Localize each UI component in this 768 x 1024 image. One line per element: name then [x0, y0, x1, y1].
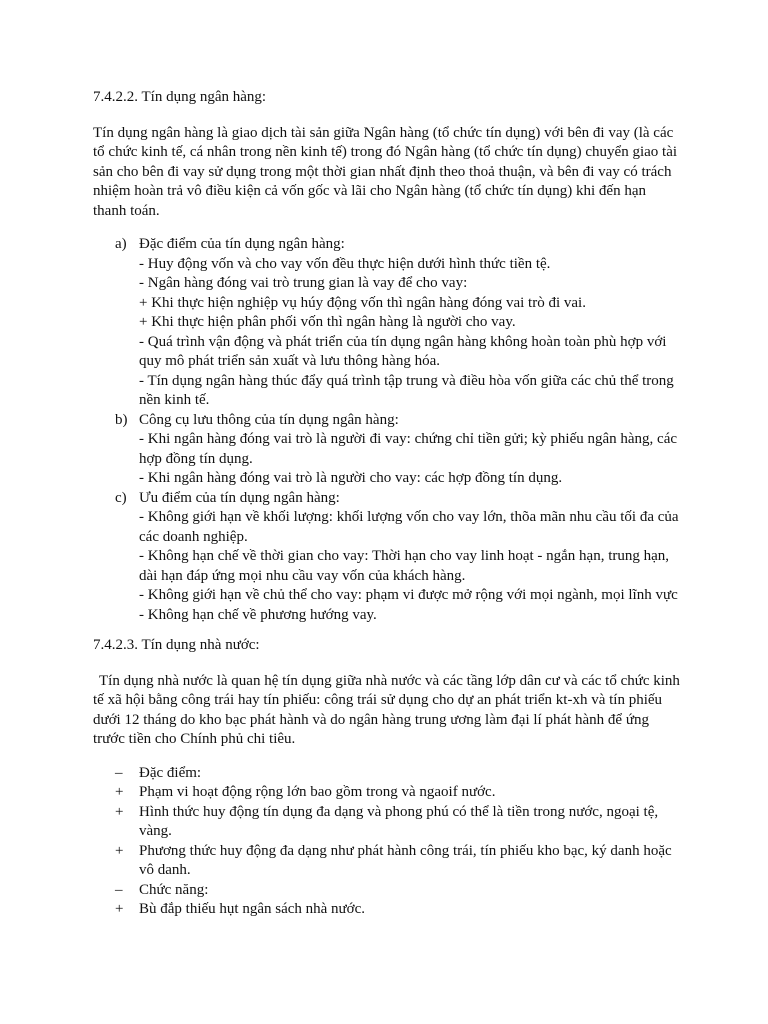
dash-bullet: – — [115, 764, 123, 781]
list-item — [93, 881, 683, 901]
list-line: - Tín dụng ngân hàng thúc đẩy quá trình tập trung và điều hòa vốn giữa các chủ thể trong nền kinh tế. — [139, 372, 674, 408]
plus-bullet: + — [115, 803, 124, 820]
section-number: 7.4.2.2. — [93, 89, 138, 105]
list-line: - Ngân hàng đóng vai trò trung gian là vay để cho vay: — [139, 275, 468, 291]
list-item-title: Ưu điểm của tín dụng ngân hàng: — [139, 489, 340, 506]
list-line: - Quá trình vận động và phát triển của tín dụng ngân hàng không hoàn toàn phù hợp với quy mô phát triển sản xuất và lưu thông hàng hóa. — [139, 333, 667, 369]
list-line: - Khi ngân hàng đóng vai trò là người cho vay: các hợp đồng tín dụng. — [139, 470, 563, 486]
list-line: + Khi thực hiện nghiệp vụ húy động vốn thì ngân hàng đóng vai trò đi vai. — [139, 294, 586, 311]
list-marker: b) — [115, 411, 128, 428]
document-page — [93, 88, 683, 920]
list-line: - Không giới hạn về chủ thể cho vay: phạm vi được mở rộng với mọi ngành, mọi lĩnh vực — [139, 587, 678, 603]
list-marker: a) — [115, 236, 127, 252]
section-title: Tín dụng ngân hàng: — [141, 89, 267, 105]
list-line: + Khi thực hiện phân phối vốn thì ngân hàng là người cho vay. — [139, 314, 516, 330]
list-item-text: Phạm vi hoạt động rộng lớn bao gồm trong và ngaoif nước. — [139, 784, 496, 800]
list-item — [93, 764, 683, 784]
section-heading-7-4-2-3: 7.4.2.3. Tín dụng nhà nước: — [93, 637, 260, 653]
list-item-title: Công cụ lưu thông của tín dụng ngân hàng: — [139, 411, 399, 428]
list-item-title: Đặc điểm của tín dụng ngân hàng: — [139, 236, 345, 252]
plus-bullet: + — [115, 784, 124, 800]
state-credit-definition: Tín dụng nhà nước là quan hệ tín dụng giữa nhà nước và các tầng lớp dân cư và các tổ chức kinh tế xã hội bằng công trái hay tín phiếu: công trái sử dụng cho dự an phát triển kt-xh và tín phiếu dưới 12 tháng do kho bạc phát hành và do ngân hàng trung ương làm đại lí phát hành để ứng trước tiền cho Chính phủ chi tiêu. — [93, 672, 680, 747]
list-line: - Huy động vốn và cho vay vốn đều thực hiện dưới hình thức tiền tệ. — [139, 255, 551, 272]
list-item-instruments — [93, 411, 683, 489]
bank-credit-definition: Tín dụng ngân hàng là giao dịch tài sản giữa Ngân hàng (tổ chức tín dụng) với bên đi vay (là các tổ chức kinh tế, cá nhân trong nền kinh tế) trong đó Ngân hàng (tổ chức tín dụng) chuyển giao tài sản cho bên đi vay sử dụng trong một thời gian nhất định theo thoả thuận, và bên đi vay có trách nhiệm hoàn trả vô điều kiện cả vốn gốc và lãi cho Ngân hàng (tổ chức tín dụng) khi đến hạn thanh toán. — [93, 124, 678, 219]
list-item — [93, 803, 683, 842]
list-line: - Không giới hạn về khối lượng: khối lượng vốn cho vay lớn, thõa mãn nhu cầu tối đa của các doanh nghiệp. — [139, 509, 679, 545]
list-item-text: Đặc điểm: — [139, 764, 202, 781]
dash-bullet: – — [115, 881, 123, 898]
plus-bullet: + — [115, 842, 124, 859]
list-item-text: Hình thức huy động tín dụng đa dạng và phong phú có thể là tiền trong nước, ngoại tệ, vàng. — [139, 803, 659, 839]
list-item-features — [93, 235, 683, 411]
list-item-text: Bù đắp thiếu hụt ngân sách nhà nước. — [139, 901, 366, 917]
list-marker: c) — [115, 489, 127, 506]
list-item-text: Phương thức huy động đa dạng như phát hành công trái, tín phiếu kho bạc, ký danh hoặc vô danh. — [139, 842, 672, 878]
list-item — [93, 842, 683, 881]
plus-bullet: + — [115, 901, 124, 917]
list-item-advantages — [93, 489, 683, 626]
list-line: - Không hạn chế về thời gian cho vay: Thời hạn cho vay linh hoạt - ngắn hạn, trung hạn, dài hạn đáp ứng mọi nhu cầu vay vốn của khách hàng. — [139, 548, 670, 584]
list-line: - Không hạn chế về phương hướng vay. — [139, 606, 377, 623]
list-line: - Khi ngân hàng đóng vai trò là người đi vay: chứng chỉ tiền gửi; kỳ phiếu ngân hàng, các hợp đồng tín dụng. — [139, 431, 678, 467]
list-item — [93, 900, 683, 920]
list-item — [93, 783, 683, 803]
bank-credit-list — [93, 235, 683, 625]
state-credit-list — [93, 764, 683, 920]
list-item-text: Chức năng: — [139, 881, 209, 898]
section-heading-7-4-2-2 — [93, 88, 683, 108]
